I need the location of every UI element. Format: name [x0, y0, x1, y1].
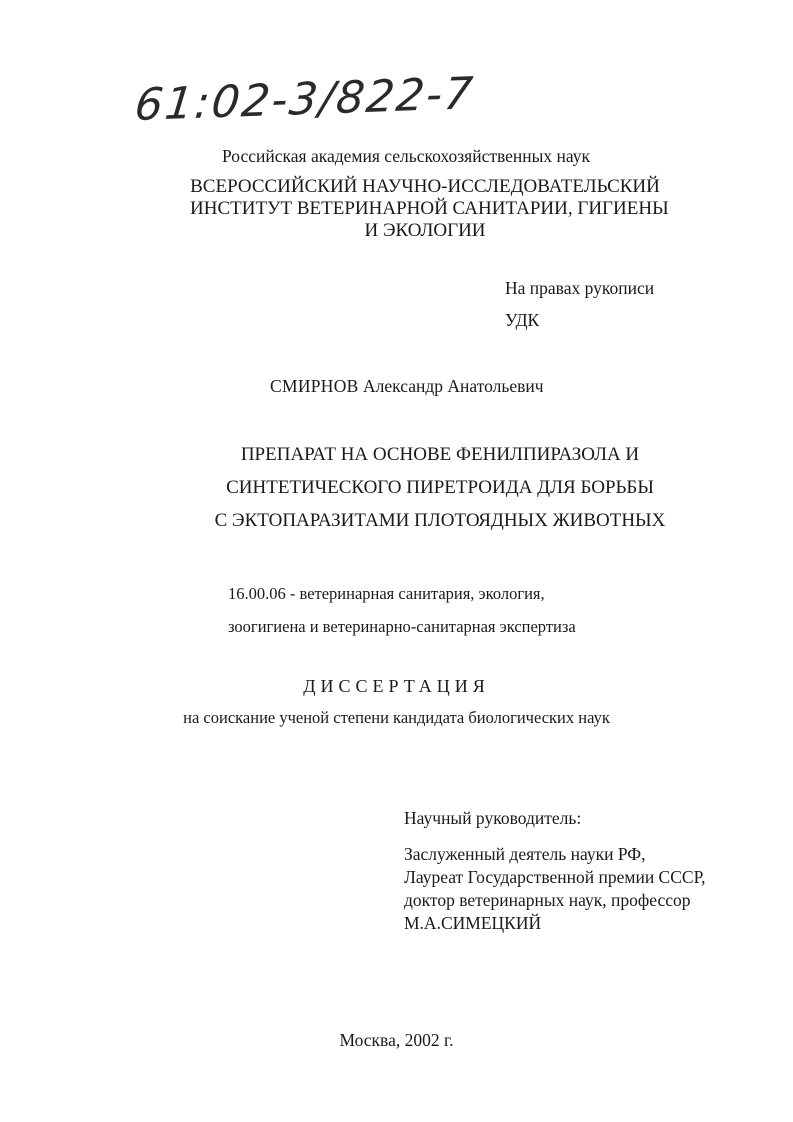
specialty-line: 16.00.06 - ветеринарная санитария, экология,	[228, 584, 545, 603]
supervisor-name: М.А.СИМЕЦКИЙ	[404, 913, 542, 933]
academy-name: Российская академия сельскохозяйственных наук	[222, 146, 591, 166]
degree-statement: на соискание ученой степени кандидата биологических наук	[183, 708, 610, 727]
specialty	[228, 577, 576, 643]
institute-line: ВСЕРОССИЙСКИЙ НАУЧНО-ИССЛЕДОВАТЕЛЬСКИЙ	[190, 176, 660, 197]
document-type: ДИССЕРТАЦИЯ	[303, 676, 490, 696]
supervisor-label: Научный руководитель:	[404, 808, 582, 828]
city-year: Москва, 2002 г.	[339, 1030, 454, 1050]
title-line: С ЭКТОПАРАЗИТАМИ ПЛОТОЯДНЫХ ЖИВОТНЫХ	[214, 510, 666, 531]
dissertation-title	[200, 438, 680, 537]
handwritten-catalog-code: 61:02-3/822-7	[132, 68, 477, 132]
institute-line: ИНСТИТУТ ВЕТЕРИНАРНОЙ САНИТАРИИ, ГИГИЕНЫ	[190, 198, 669, 219]
title-line: СИНТЕТИЧЕСКОГО ПИРЕТРОИДА ДЛЯ БОРЬБЫ	[226, 477, 654, 498]
institute-name	[190, 176, 669, 242]
udk-label: УДК	[505, 310, 540, 330]
supervisor-line: доктор ветеринарных наук, профессор	[404, 890, 691, 910]
supervisor-line: Заслуженный деятель науки РФ,	[404, 844, 646, 864]
title-line: ПРЕПАРАТ НА ОСНОВЕ ФЕНИЛПИРАЗОЛА И	[240, 444, 640, 465]
supervisor-line: Лауреат Государственной премии СССР,	[404, 867, 706, 887]
supervisor-details	[404, 843, 706, 935]
author-given-names: Александр Анатольевич	[363, 376, 544, 396]
institute-line: И ЭКОЛОГИИ	[364, 220, 486, 241]
author-surname: СМИРНОВ	[270, 376, 359, 396]
manuscript-rights: На правах рукописи	[505, 278, 655, 298]
author-name	[270, 376, 544, 397]
specialty-line: зоогигиена и ветеринарно-санитарная экспертиза	[228, 617, 576, 636]
